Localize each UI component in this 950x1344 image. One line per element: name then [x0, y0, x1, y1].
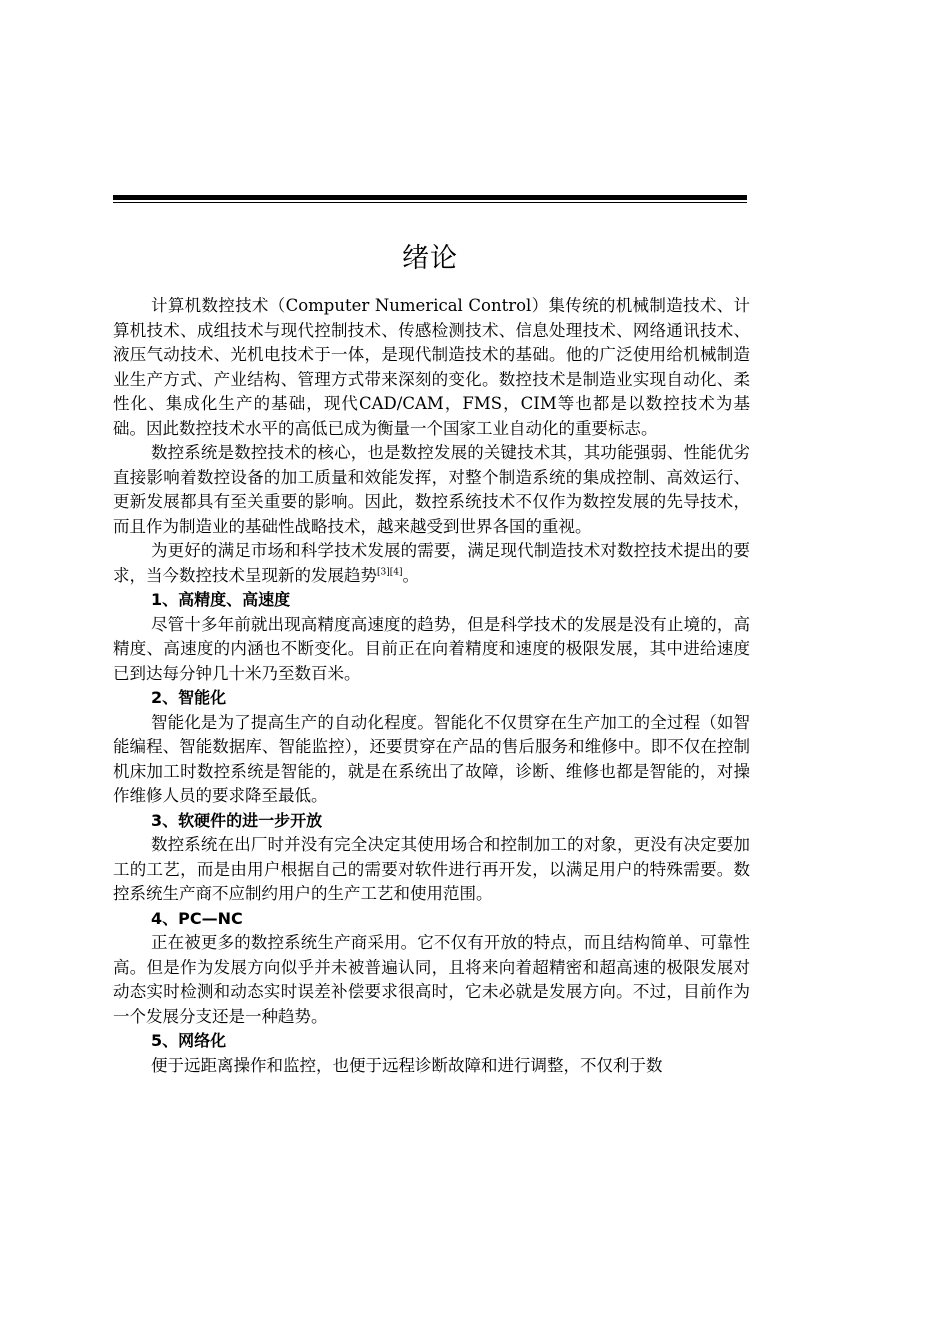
header-rule-thick — [113, 195, 747, 200]
section-text-5: 便于远距离操作和监控，也便于远程诊断故障和进行调整，不仅利于数 — [151, 1055, 663, 1075]
section-text-2: 智能化是为了提高生产的自动化程度。智能化不仅贯穿在生产加工的全过程（如智能编程、智能数据库、智能监控），还要贯穿在产品的售后服务和维修中。即不仅在控制机床加工时数控系统是智能的，就是在系统出了故障，诊断、维修也都是智能的，对操作维修人员的要求降至最低。 — [113, 712, 750, 805]
header-rule-thin — [113, 202, 747, 203]
paragraph-trend-intro — [113, 539, 750, 588]
section-heading-2: 2、智能化 — [151, 688, 227, 707]
section-text-3: 数控系统在出厂时并没有完全决定其使用场合和控制加工的对象，更没有决定要加工的工艺，而是由用户根据自己的需要对软件进行再开发，以满足用户的特殊需要。数控系统生产商不应制约用户的生产工艺和使用范围。 — [113, 835, 750, 903]
document-body — [113, 294, 750, 1078]
paragraph-intro: 计算机数控技术（Computer Numerical Control）集传统的机械制造技术、计算机技术、成组技术与现代控制技术、传感检测技术、信息处理技术、网络通讯技术、液压气动技术、光机电技术于一体，是现代制造技术的基础。他的广泛使用给机械制造业生产方式、产业结构、管理方式带来深刻的变化。数控技术是制造业实现自动化、柔性化、集成化生产的基础，现代CAD/CAM，FMS，CIM等也都是以数控技术为基础。因此数控技术水平的高低已成为衡量一个国家工业自动化的重要标志。 — [113, 296, 750, 438]
citation-ref: [3][4] — [377, 567, 403, 577]
section-text-4: 正在被更多的数控系统生产商采用。它不仅有开放的特点，而且结构简单、可靠性高。但是作为发展方向似乎并未被普遍认同，且将来向着超精密和超高速的极限发展对动态实时检测和动态实时误差补偿要求很高时，它未必就是发展方向。不过，目前作为一个发展分支还是一种趋势。 — [113, 933, 750, 1026]
trend-intro-text: 为更好的满足市场和科学技术发展的需要，满足现代制造技术对数控技术提出的要求，当今数控技术呈现新的发展趋势 — [113, 541, 750, 585]
paragraph-cnc-core: 数控系统是数控技术的核心，也是数控发展的关键技术其，其功能强弱、性能优劣直接影响着数控设备的加工质量和效能发挥，对整个制造系统的集成控制、高效运行、更新发展都具有至关重要的影响。因此，数控系统技术不仅作为数控发展的先导技术，而且作为制造业的基础性战略技术，越来越受到世界各国的重视。 — [113, 443, 750, 536]
section-heading-5: 5、网络化 — [151, 1031, 227, 1050]
chapter-title: 绪论 — [402, 243, 458, 274]
section-heading-4: 4、PC—NC — [151, 908, 243, 928]
section-heading-1: 1、高精度、高速度 — [151, 590, 291, 609]
trend-intro-end: 。 — [402, 565, 419, 585]
section-text-1: 尽管十多年前就出现高精度高速度的趋势，但是科学技术的发展是没有止境的，高精度、高速度的内涵也不断变化。目前正在向着精度和速度的极限发展，其中进给速度已到达每分钟几十米乃至数百米。 — [113, 614, 750, 683]
section-heading-3: 3、软硬件的进一步开放 — [151, 810, 323, 830]
